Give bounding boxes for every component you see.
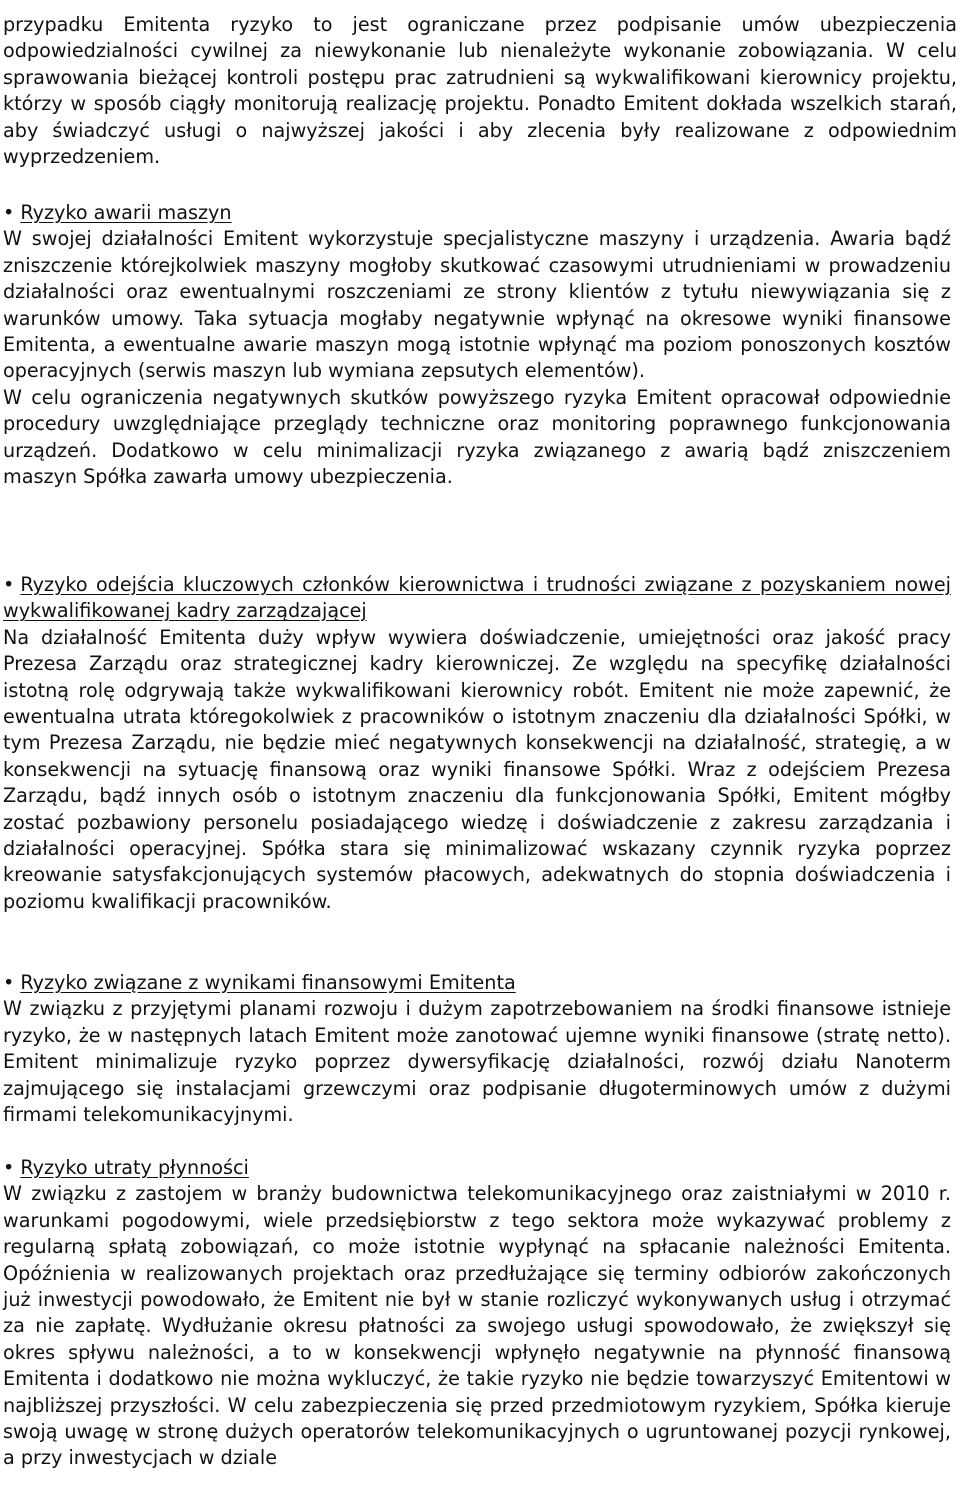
section-paragraph: W celu ograniczenia negatywnych skutków powyższego ryzyka Emitent opracował odpowiednie procedury uwzględniające przeglądy techniczne oraz monitoring poprawnego funkcjonowania urządzeń. Dodatkowo w celu minimalizacji ryzyka związanego z awarią bądź zniszczeniem maszyn Spółka zawarła umowy ubezpieczenia. xyxy=(3,385,951,489)
bullet-icon: • xyxy=(3,573,15,596)
section-title: Ryzyko awarii maszyn xyxy=(20,201,232,224)
section-heading xyxy=(0,200,954,226)
section-heading xyxy=(0,572,954,625)
bullet-icon: • xyxy=(3,971,15,994)
section-paragraph: W związku z zastojem w branży budownictwa telekomunikacyjnego oraz zaistniałymi w 2010 r. warunkami pogodowymi, wiele przedsiębiorstw z tego sektora może wykazywać problemy z regularną spłatą zobowiązań, co może istotnie wypłynąć na spłacanie należności Emitenta. Opóźnienia w realizowanych projektach oraz przedłużające się terminy odbiorów zakończonych już inwestycji powodowało, że Emitent nie był w stanie rozliczyć wykonywanych usług i otrzymać za nie zapłatę. Wydłużanie okresu płatności za swojego usługi spowodowało, że zwiększył się okres spływu należności, a to w konsekwencji wpłynęło negatywnie na płynność finansową Emitenta i dodatkowo nie można wykluczyć, że takie ryzyko nie będzie towarzyszyć Emitentowi w najbliższej przyszłości. W celu zabezpieczenia się przed przedmiotowym ryzykiem, Spółka kieruje swoją uwagę w stronę dużych operatorów telekomunikacyjnych o ugruntowanej pozycji rynkowej, a przy inwestycjach w dziale xyxy=(3,1182,951,1470)
section-machine-failure-risk xyxy=(0,200,954,490)
section-title: Ryzyko utraty płynności xyxy=(20,1156,249,1179)
section-title: Ryzyko odejścia kluczowych członków kierownictwa i trudności związane z pozyskaniem nowej wykwalifikowanej kadry zarządzającej xyxy=(3,573,951,623)
section-title: Ryzyko związane z wynikami finansowymi Emitenta xyxy=(20,971,516,994)
section-paragraph: W swojej działalności Emitent wykorzystuje specjalistyczne maszyny i urządzenia. Awaria bądź zniszczenie którejkolwiek maszyny mogłoby skutkować czasowymi utrudnieniami w prowadzeniu działalności oraz ewentualnymi roszczeniami ze strony klientów z tytułu niewywiązania się z warunków umowy. Taka sytuacja mogłaby negatywnie wpłynąć na okresowe wyniki finansowe Emitenta, a ewentualne awarie maszyn mogą istotnie wpłynąć ma poziom ponoszonych kosztów operacyjnych (serwis maszyn lub wymiana zepsutych elementów). xyxy=(3,227,951,383)
section-heading xyxy=(0,1155,954,1181)
section-liquidity-risk xyxy=(0,1155,954,1472)
bullet-icon: • xyxy=(3,201,15,224)
intro-paragraph: przypadku Emitenta ryzyko to jest ograniczane przez podpisanie umów ubezpieczenia odpowiedzialności cywilnej za niewykonanie lub nienależyte wykonanie zobowiązania. W celu sprawowania bieżącej kontroli postępu prac zatrudnieni są wykwalifikowani kierownicy projektu, którzy w sposób ciągły monitorują realizację projektu. Ponadto Emitent dokłada wszelkich starań, aby świadczyć usługi o najwyższej jakości i aby zlecenia były realizowane z odpowiednim wyprzedzeniem. xyxy=(3,13,957,169)
bullet-icon: • xyxy=(3,1156,15,1179)
section-heading xyxy=(0,970,954,996)
section-paragraph: W związku z przyjętymi planami rozwoju i dużym zapotrzebowaniem na środki finansowe istnieje ryzyko, że w następnych latach Emitent może zanotować ujemne wyniki finansowe (stratę netto). Emitent minimalizuje ryzyko poprzez dywersyfikację działalności, rozwój działu Nanoterm zajmującego się instalacjami grzewczymi oraz podpisanie długoterminowych umów z dużymi firmami telekomunikacyjnymi. xyxy=(3,997,951,1127)
section-financial-results-risk xyxy=(0,970,954,1128)
section-management-departure-risk xyxy=(0,572,954,915)
section-paragraph: Na działalność Emitenta duży wpływ wywiera doświadczenie, umiejętności oraz jakość pracy Prezesa Zarządu oraz strategicznej kadry kierowniczej. Ze względu na specyfikę działalności istotną rolę odgrywają także wykwalifikowani kierownicy robót. Emitent nie może zapewnić, że ewentualna utrata któregokolwiek z pracowników o istotnym znaczeniu dla działalności Spółki, w tym Prezesa Zarządu, nie będzie mieć negatywnych konsekwencji na działalność, strategię, a w konsekwencji na sytuację finansową oraz wyniki finansowe Spółki. Wraz z odejściem Prezesa Zarządu, bądź innych osób o istotnym znaczeniu dla funkcjonowania Spółki, Emitent mógłby zostać pozbawiony personelu posiadającego wiedzę i doświadczenie z zakresu zarządzania i działalności operacyjnej. Spółka stara się minimalizować wskazany czynnik ryzyka poprzez kreowanie satysfakcjonujących systemów płacowych, adekwatnych do stopnia doświadczenia i poziomu kwalifikacji pracowników. xyxy=(3,625,951,913)
